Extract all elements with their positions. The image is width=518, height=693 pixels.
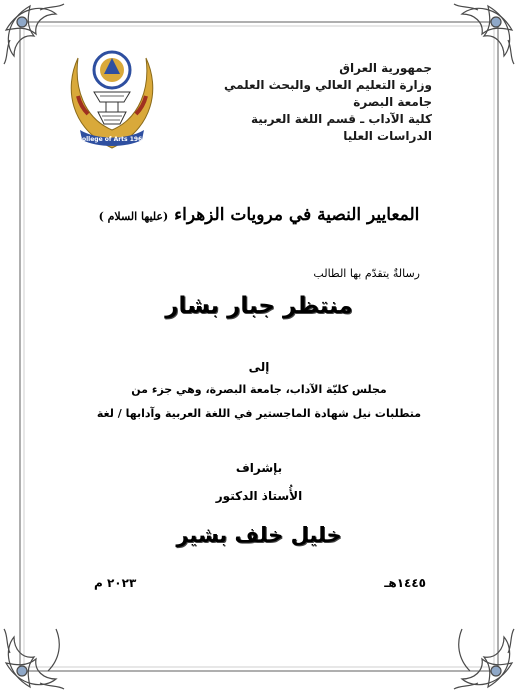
council-line: مجلس كليّة الآداب، جامعة البصرة، وهي جزء من [131,383,387,396]
supervisor-name: خليل خلف بشير [176,523,342,547]
header-country: جمهورية العراق [339,61,432,75]
thesis-title [60,205,458,225]
corner-ornament-bottom-right [454,629,514,689]
presented-by-label: رسالةٌ يتقدّم بها الطالب [313,267,420,280]
supervision-label: بإشراف [235,461,283,475]
header-ministry: وزارة التعليم العالي والبحث العلمي [223,78,432,92]
college-logo [64,44,160,156]
header-university: جامعة البصرة [353,95,432,109]
corner-ornament-top-left [4,4,64,64]
corner-ornament-bottom-left [4,629,64,689]
degree-line: متطلبات نيل شهادة الماجستير في اللغة العربية وآدابها / لغة [96,407,422,420]
header-postgraduate: الدراسات العليا [343,129,432,143]
header-college-department: كلية الآداب ـ قسم اللغة العربية [250,112,432,126]
hijri-date: ١٤٤٥هـ [384,576,426,590]
professor-title: الأُستاذ الدكتور [215,489,303,503]
corner-ornament-top-right [454,4,514,64]
logo-banner-text: College of Arts 1964 [77,136,147,143]
gregorian-date: ٢٠٢٣ م [94,576,137,590]
institution-header [223,60,432,145]
thesis-title-suffix: (عليها السلام ) [98,210,169,223]
student-name: منتظر جبار بشار [165,293,353,319]
thesis-title-main: المعايير النصية في مرويات الزهراء [174,205,420,225]
to-label: إلى [248,360,270,374]
